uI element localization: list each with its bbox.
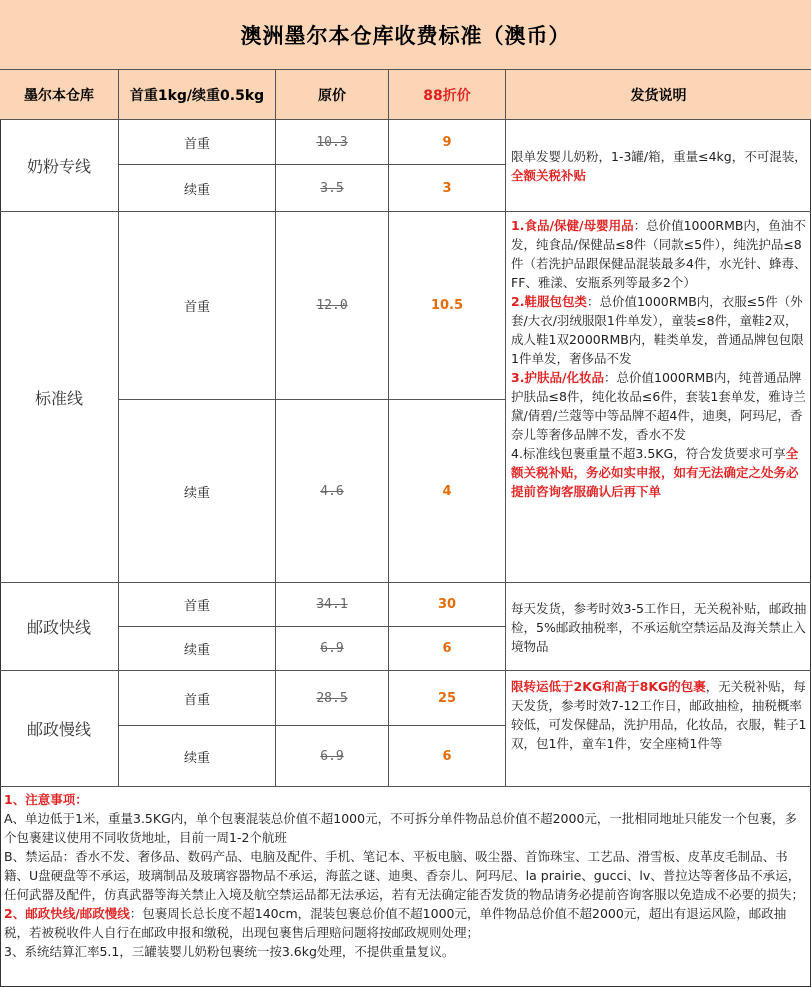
weight-first-milk: 首重 — [119, 120, 276, 165]
header-discount-price: 88折价 — [389, 70, 506, 120]
line-name-postal-express: 邮政快线 — [0, 583, 119, 671]
weight-extra-standard: 续重 — [119, 400, 276, 583]
header-warehouse: 墨尔本仓库 — [0, 70, 119, 120]
weight-first-postal-slow: 首重 — [119, 671, 276, 726]
notes-heading: 1、注意事项： — [4, 792, 88, 807]
note-a: A、单边低于1米，重量3.5KG内，单个包裹混装总价值不超1000元，不可拆分单件物品总价值不超2000元，一批相同地址只能发一个包裹，多个包裹建议使用不同收货地址，目前一周1-2个航班 — [4, 811, 797, 845]
discount-extra-postal-express: 6 — [389, 627, 506, 671]
discount-first-milk: 9 — [389, 120, 506, 165]
original-extra-milk: 3.5 — [276, 165, 389, 212]
weight-first-postal-express: 首重 — [119, 583, 276, 627]
page-title: 澳洲墨尔本仓库收费标准（澳币） — [0, 0, 811, 70]
discount-extra-standard: 4 — [389, 400, 506, 583]
original-first-milk: 10.3 — [276, 120, 389, 165]
original-first-postal-slow: 28.5 — [276, 671, 389, 726]
line-name-milk: 奶粉专线 — [0, 120, 119, 212]
original-extra-postal-express: 6.9 — [276, 627, 389, 671]
header-weight: 首重1kg/续重0.5kg — [119, 70, 276, 120]
weight-first-standard: 首重 — [119, 212, 276, 400]
desc-standard: 1.食品/保健/母婴用品：总价值1000RMB内，鱼油不发，纯食品/保健品≤8件（同款≤5件），纯洗护品≤8件（若洗护品跟保健品混装最多4件，水光针、蜂毒、FF、雅漾、安瓶系列等最多2个） 2.鞋服包包类：总价值1000RMB内，衣服≤5件（外套/大衣/羽绒服限1件单发），童装≤8件，童鞋2双，成人鞋1双2000RMB内，鞋类单发，普通品牌包包限1件单发，奢侈品不发 3.护肤品/化妆品：总价值1000RMB内，纯普通品牌护肤品≤8件，纯化妆品≤6件，套装1套单发，雅诗兰黛/倩碧/兰蔻等中等品牌不超4件，迪奥，阿玛尼，香奈儿等奢侈品牌不发，香水不发 4.标准线包裹重量不超3.5KG，符合发货要求可享全额关税补贴，务必如实申报，如有无法确定之处务必提前咨询客服确认后再下单 — [506, 212, 811, 583]
original-first-postal-express: 34.1 — [276, 583, 389, 627]
desc-postal-slow: 限转运低于2KG和高于8KG的包裹，无关税补贴，每天发货，参考时效7-12工作日，邮政抽检，抽税概率较低，可发保健品，洗护用品，化妆品，衣服，鞋子1双，包1件，童车1件，安全座椅1件等 — [506, 671, 811, 787]
desc-milk: 限单发婴儿奶粉，1-3罐/箱，重量≤4kg，不可混装，全额关税补贴 — [506, 120, 811, 212]
discount-extra-milk: 3 — [389, 165, 506, 212]
header-original-price: 原价 — [276, 70, 389, 120]
discount-extra-postal-slow: 6 — [389, 726, 506, 787]
line-name-postal-slow: 邮政慢线 — [0, 671, 119, 787]
note-3: 3、系统结算汇率5.1，三罐装婴儿奶粉包裹统一按3.6kg处理，不提供重量复议。 — [4, 944, 455, 959]
weight-extra-postal-slow: 续重 — [119, 726, 276, 787]
line-name-standard: 标准线 — [0, 212, 119, 583]
discount-first-standard: 10.5 — [389, 212, 506, 400]
desc-postal-express: 每天发货，参考时效3-5工作日，无关税补贴，邮政抽检，5%邮政抽税率，不承运航空禁运品及海关禁止入境物品 — [506, 583, 811, 671]
note-2: 2、邮政快线/邮政慢线：包裹周长总长度不超140cm，混装包裹总价值不超1000元，单件物品总价值不超2000元，超出有退运风险，邮政抽税，若被税收件人自行在邮政申报和缴税，出现包裹售后理赔问题将按邮政规则处理； — [4, 906, 787, 940]
note-b: B、禁运品：香水不发、奢侈品、数码产品、电脑及配件、手机、笔记本、平板电脑、吸尘器、首饰珠宝、工艺品、滑雪板、皮革皮毛制品、书籍、U盘硬盘等不承运，玻璃制品及玻璃容器物品不承运，海蓝之谜、迪奥、香奈儿、阿玛尼、la prairie、gucci、lv、普拉达等奢侈品不承运，任何武器及配件，仿真武器等海关禁止入境及航空禁运品都无法承运，若有无法确定能否发货的物品请务必提前咨询客服以免造成不必要的损失； — [4, 849, 805, 902]
weight-extra-milk: 续重 — [119, 165, 276, 212]
header-shipping-notes: 发货说明 — [506, 70, 811, 120]
original-first-standard: 12.0 — [276, 212, 389, 400]
discount-first-postal-slow: 25 — [389, 671, 506, 726]
notes-section — [0, 787, 811, 987]
weight-extra-postal-express: 续重 — [119, 627, 276, 671]
original-extra-postal-slow: 6.9 — [276, 726, 389, 787]
original-extra-standard: 4.6 — [276, 400, 389, 583]
discount-first-postal-express: 30 — [389, 583, 506, 627]
